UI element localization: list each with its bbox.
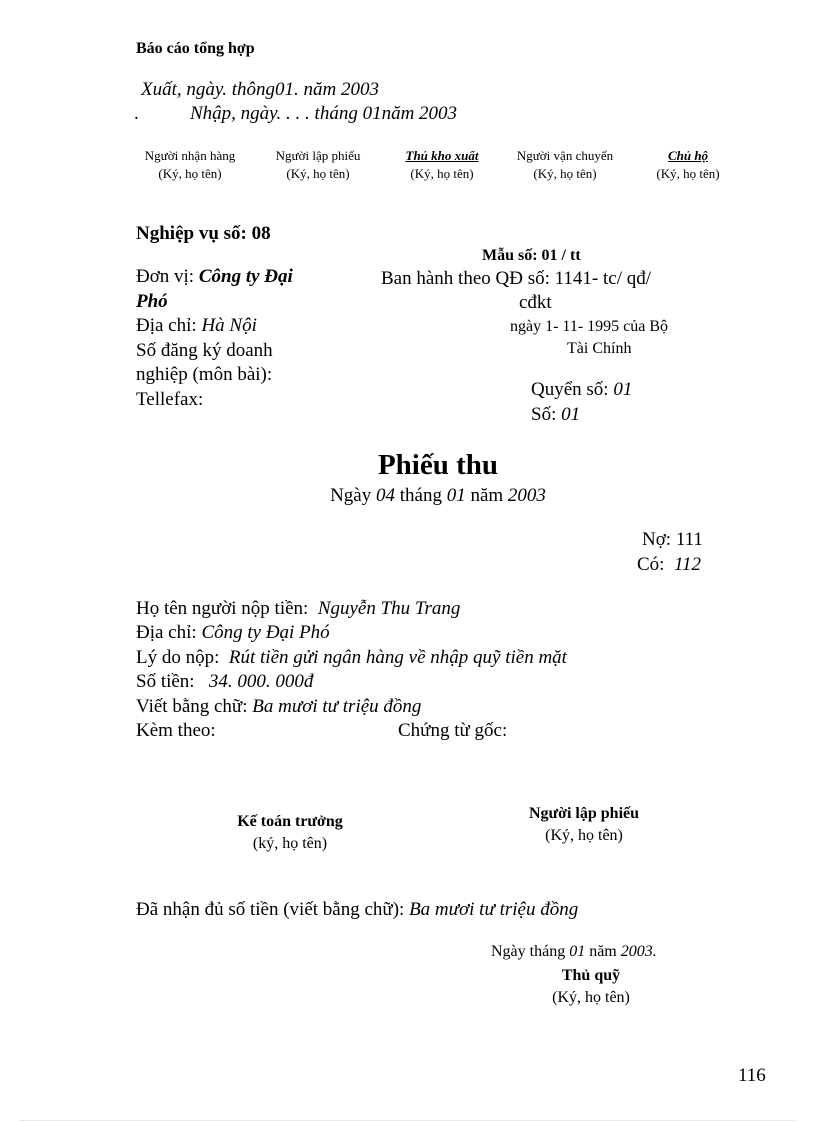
serial-label: Số:	[531, 404, 557, 425]
debit-account	[642, 529, 703, 551]
signature-storekeeper	[384, 147, 500, 183]
date-day: 04	[375, 485, 395, 506]
preparer-signature	[484, 803, 684, 847]
decree-line-2: cđkt	[519, 292, 552, 313]
book-label: Quyển số:	[531, 379, 609, 400]
payer-address-line	[136, 622, 330, 644]
signature-receiver	[128, 147, 252, 183]
debit-label: Nợ:	[642, 529, 672, 550]
signature-role: Chủ hộ	[667, 148, 709, 163]
decree-line-1: Ban hành theo QĐ số: 1141- tc/ qđ/	[381, 268, 652, 289]
reason-value: Rút tiền gửi ngân hàng về nhập quỹ tiền mặt	[228, 647, 567, 668]
section-title: Báo cáo tổng hợp	[136, 40, 255, 57]
payer-line	[136, 598, 460, 620]
preparer-role: Người lập phiếu	[528, 805, 640, 822]
preparer-note: (Ký, họ tên)	[545, 827, 623, 844]
signature-transporter	[502, 147, 628, 183]
form-number: Mẫu số: 01 / tt	[482, 247, 581, 264]
signature-preparer	[256, 147, 380, 183]
cashier-note: (Ký, họ tên)	[552, 989, 630, 1006]
payer-label: Họ tên người nộp tiền:	[136, 598, 309, 619]
unit-label: Đơn vị:	[136, 266, 195, 287]
unit-value-cont: Phó	[136, 290, 168, 312]
date-year-label: năm	[470, 485, 504, 506]
reason-label: Lý do nộp:	[136, 647, 220, 668]
unit-value: Công ty Đại	[198, 266, 293, 287]
book-value: 01	[613, 379, 633, 400]
registration-line-1: Số đăng ký doanh	[136, 339, 273, 361]
registration-line-2: nghiệp (môn bài):	[136, 364, 273, 385]
receipt-serial	[531, 404, 580, 426]
book-number	[531, 379, 632, 401]
credit-account	[637, 554, 701, 576]
date-month-label: tháng	[399, 485, 442, 506]
signature-owner	[640, 147, 736, 183]
signature-note: (Ký, họ tên)	[410, 166, 474, 181]
date-year: 2003	[507, 485, 546, 506]
chief-accountant-signature	[190, 811, 390, 855]
cashier-role: Thủ quỹ	[561, 967, 621, 984]
payer-address-label: Địa chỉ:	[136, 622, 197, 643]
amount-words-label: Viết bằng chữ:	[136, 696, 248, 717]
date-prefix: Ngày	[330, 485, 372, 506]
address-value: Hà Nội	[201, 315, 257, 336]
signature-note: (Ký, họ tên)	[286, 166, 350, 181]
signature-role: Người vận chuyển	[516, 148, 614, 163]
amount-value: 34. 000. 000đ	[208, 671, 314, 692]
page-bottom-rule	[20, 1120, 796, 1121]
received-value: Ba mươi tư triệu đồng	[409, 899, 579, 920]
received-label: Đã nhận đủ số tiền (viết bằng chữ):	[136, 899, 405, 920]
receipt-title: Phiếu thu	[377, 449, 499, 481]
company-info	[136, 265, 293, 412]
signature-role: Người lập phiếu	[275, 148, 361, 163]
import-date-line: Nhập, ngày. . . . tháng 01năm 2003	[190, 103, 458, 124]
date-month: 01	[446, 485, 466, 506]
signature-role: Người nhận hàng	[144, 148, 236, 163]
signature-note: (Ký, họ tên)	[533, 166, 597, 181]
signature-note: (Ký, họ tên)	[656, 166, 720, 181]
attached-label: Kèm theo:	[136, 720, 216, 741]
credit-label: Có:	[637, 554, 665, 575]
cashier-date-month: 01	[569, 943, 586, 960]
cashier-signature	[491, 965, 691, 1009]
decree-date-line-1: ngày 1- 11- 1995 của Bộ	[510, 318, 669, 335]
payer-address-value: Công ty Đại Phó	[201, 622, 330, 643]
chief-accountant-role: Kế toán trưởng	[237, 813, 343, 830]
page-number: 116	[738, 1065, 766, 1086]
payer-value: Nguyễn Thu Trang	[317, 598, 461, 619]
signature-role: Thủ kho xuất	[405, 148, 479, 163]
decree-date-line-2: Tài Chính	[567, 340, 632, 357]
chief-accountant-note: (ký, họ tên)	[252, 835, 328, 852]
address-label: Địa chỉ:	[136, 315, 197, 336]
amount-words-line	[136, 696, 421, 718]
amount-label: Số tiền:	[136, 671, 195, 692]
import-prefix: .	[134, 103, 139, 124]
reason-line	[136, 647, 567, 669]
receipt-date	[0, 485, 816, 507]
cashier-date-prefix: Ngày tháng	[491, 943, 566, 960]
business-number: Nghiệp vụ số: 08	[136, 223, 271, 244]
cashier-date	[491, 943, 657, 961]
serial-value: 01	[561, 404, 581, 425]
telefax: Tellefax:	[136, 388, 204, 410]
amount-line	[136, 671, 313, 693]
received-line	[136, 899, 578, 921]
cashier-date-year: 2003.	[620, 943, 657, 960]
amount-words-value: Ba mươi tư triệu đồng	[252, 696, 422, 717]
credit-value: 112	[673, 554, 702, 575]
signature-note: (Ký, họ tên)	[158, 166, 222, 181]
export-date-line: Xuất, ngày. thông01. năm 2003	[141, 79, 380, 100]
cashier-date-year-label: năm	[589, 943, 617, 960]
original-docs-label: Chứng từ gốc:	[398, 720, 508, 741]
debit-value: 111	[675, 529, 703, 550]
